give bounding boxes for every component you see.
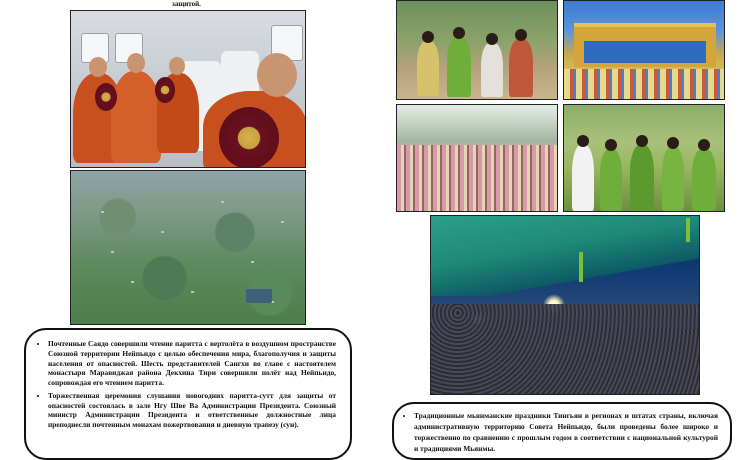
pavilion-crowd	[564, 69, 724, 99]
right-caption-item: • Традиционные мьянманские праздники Тингьян в регионах и штатах страны, включая административную территорию Совета Нейпьидо, были проведены более широко и торжественно по сравнению с прошлым годом в соответствии с национальной культурой и традициями Мьянмы.	[414, 410, 718, 454]
right-caption-list	[398, 410, 718, 454]
hanging-decoration	[579, 252, 583, 282]
monk-head	[169, 57, 185, 75]
trees-background	[397, 105, 557, 143]
ceremonial-fan-icon	[219, 107, 279, 168]
hanging-decoration	[686, 218, 690, 242]
monks-helicopter-photo	[70, 10, 306, 168]
festival-pavilion-photo	[563, 0, 725, 100]
pavilion-banner	[584, 41, 706, 63]
monk-fan-icon	[155, 77, 175, 103]
festival-mass-crowd-photo	[396, 104, 558, 212]
aerial-city-photo	[70, 170, 306, 325]
monk-robe	[111, 71, 161, 163]
dancing-crowd	[397, 145, 557, 211]
festival-crowd-photo	[396, 0, 558, 100]
festival-dancers-photo	[563, 104, 725, 212]
right-caption-box	[392, 402, 732, 460]
monk-head	[127, 53, 145, 73]
top-text-fragment: защитой.	[172, 0, 201, 8]
left-caption-list	[32, 339, 336, 430]
left-caption-box	[24, 328, 352, 460]
monk-head	[257, 53, 297, 97]
monk-fan-icon	[95, 83, 117, 111]
stage-canopy	[431, 216, 699, 296]
monk-head	[89, 57, 107, 77]
left-caption-item: • Почтенные Саядо совершили чтение паритта с вертолёта в воздушном пространстве Союзной территории Нейпьидо с целью обеспечения мира, благополучия и защиты населения от опасностей. Шесть представителей Сангхи во главе с настоятелем монастыря Маравиджая района Декхина Тири совершили полёт над Нейпьидо, сопровождая его чтением паритта.	[48, 339, 336, 388]
aerial-rooftop	[246, 289, 272, 303]
concert-crowd	[431, 304, 699, 394]
night-concert-photo	[430, 215, 700, 395]
left-caption-item: • Торжественная церемония слушания новогодних паритта-сутт для защиты от опасностей состоялась в зале Нгу Шве Ва Администрации Президента. Союзный министр Администрации Президента и ответственные должностные лица преподнесли почтенным монахам пожертвования и дневную трапезу (сун).	[48, 391, 336, 430]
